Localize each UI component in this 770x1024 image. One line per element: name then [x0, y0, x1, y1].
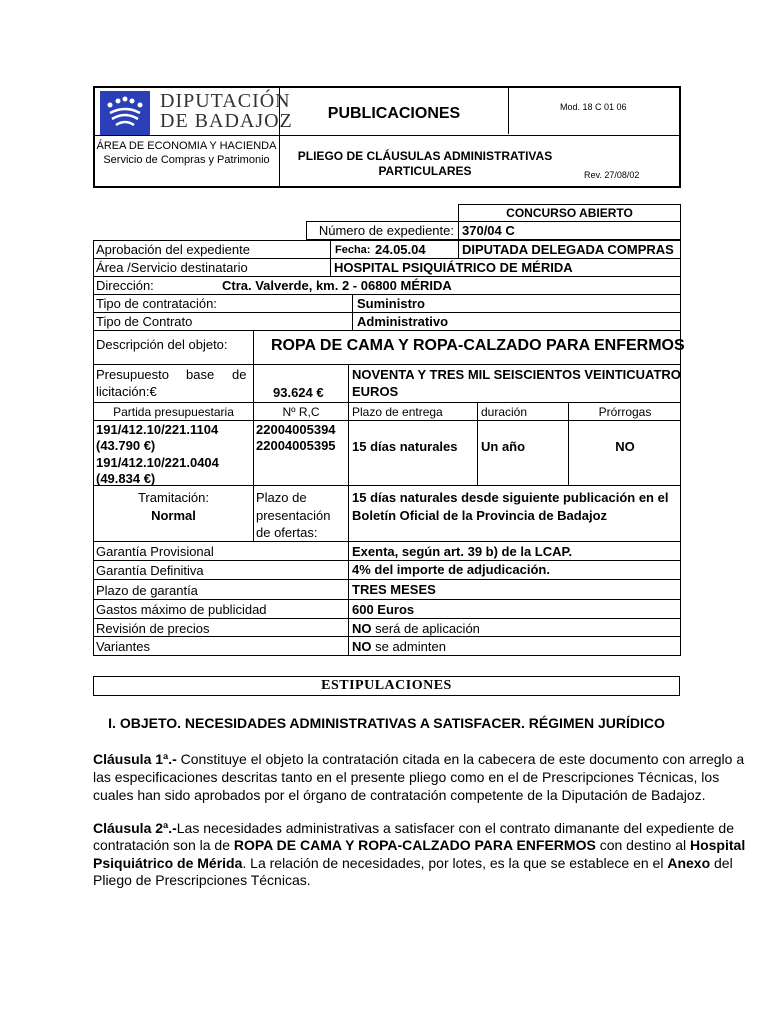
presupuesto-label-1b: base [186, 367, 215, 382]
col-partida: Partida presupuestaria [113, 405, 234, 419]
presupuesto-value: 93.624 € [273, 385, 324, 400]
partida-4: (49.834 €) [96, 471, 156, 486]
clausula-1-text1: Constituye el objeto la contratación citada en la cabecera de este documento con arreglo a [176, 751, 745, 767]
cell-divider [253, 486, 254, 542]
plazo-ofertas-label-1: Plazo de [256, 490, 307, 505]
revision-label: Revisión de precios [96, 621, 210, 636]
section-title: I. OBJETO. NECESIDADES ADMINISTRATIVAS A SATISFACER. RÉGIMEN JURÍDICO [108, 715, 665, 731]
tipo-contrato-value: Administrativo [357, 314, 449, 329]
gastos-label: Gastos máximo de publicidad [96, 602, 267, 617]
area-label: ÁREA DE ECONOMIA Y HACIENDA [96, 140, 277, 152]
tipo-contratacion-label: Tipo de contratación: [96, 296, 217, 311]
garantia-prov-value: Exenta, según art. 39 b) de la LCAP. [352, 544, 573, 559]
org-name-line1: DIPUTACIÓN [160, 90, 291, 112]
plazo-garantia-label: Plazo de garantía [96, 583, 198, 598]
revision-no: NO [352, 621, 372, 636]
fecha-label: Fecha: [335, 244, 371, 256]
plazo-value: 15 días naturales [352, 439, 458, 454]
col-rc: Nº R,C [282, 405, 320, 419]
clausula-2-text1: Las necesidades administrativas a satisfacer con el contrato dimanante del expediente de [176, 820, 734, 836]
garantia-def-value: 4% del importe de adjudicación. [352, 562, 550, 577]
tipo-contrato-label: Tipo de Contrato [96, 314, 193, 329]
mod-code: Mod. 18 C 01 06 [560, 102, 627, 112]
clausula-1-label: Cláusula 1ª.- [93, 751, 177, 767]
plazo-garantia-value: TRES MESES [352, 582, 436, 597]
presupuesto-label-2: licitación:€ [96, 384, 157, 399]
header-divider-h [93, 135, 681, 136]
subtitle-line2: PARTICULARES [378, 164, 472, 178]
clausula-1-line1 [93, 751, 744, 768]
header-divider-v2 [508, 86, 509, 134]
tramitacion-value: Normal [151, 508, 196, 523]
prorrogas-value: NO [615, 439, 635, 454]
col-duracion: duración [481, 405, 528, 419]
clausula-2-line3 [93, 855, 733, 872]
col-plazo: Plazo de entrega [352, 405, 443, 419]
variantes-label: Variantes [96, 639, 150, 654]
expediente-divider [458, 221, 459, 240]
fecha-value: 24.05.04 [375, 242, 426, 257]
rc-1: 22004005394 [256, 422, 336, 437]
presupuesto-label-1c: de [232, 367, 247, 382]
partida-2: (43.790 €) [96, 438, 156, 453]
duracion-value: Un año [481, 439, 526, 454]
partida-1: 191/412.10/221.1104 [96, 422, 219, 437]
descripcion-value: ROPA DE CAMA Y ROPA-CALZADO PARA ENFERMOS [271, 337, 685, 354]
concurso-label: CONCURSO ABIERTO [506, 206, 633, 220]
variantes-text: se adminten [371, 639, 446, 654]
direccion-value: Ctra. Valverde, km. 2 - 06800 MÉRIDA [222, 278, 452, 293]
area-servicio-label: Área /Servicio destinatario [96, 260, 248, 275]
tramitacion-label: Tramitación: [137, 490, 210, 505]
tipo-contratacion-value: Suministro [357, 296, 425, 311]
c2-l3a: Psiquiátrico de Mérida [93, 855, 243, 871]
plazo-ofertas-label-3: de ofertas: [256, 525, 318, 540]
estipulaciones-heading: ESTIPULACIONES [321, 678, 452, 693]
cell-divider [348, 365, 349, 403]
direccion-label: Dirección: [96, 278, 154, 293]
garantia-def-label: Garantía Definitiva [96, 563, 204, 578]
plazo-ofertas-value-1: 15 días naturales desde siguiente publicación en el [352, 490, 669, 505]
plazo-ofertas-value-2: Boletín Oficial de la Provincia de Badajoz [352, 508, 608, 523]
clausula-1-line2: las especificaciones descritas tanto en el presente pliego como en el de Prescripciones Técnicas, los [93, 769, 720, 785]
cell-divider [458, 240, 459, 259]
clausula-1-line3: cuales han sido aprobados por el órgano de contratación competente de la Diputación de Badajoz. [93, 787, 706, 803]
clausula-2-line1 [93, 820, 734, 837]
col-prorrogas: Prórrogas [598, 405, 652, 419]
aprobacion-value: DIPUTADA DELEGADA COMPRAS [462, 242, 674, 257]
c2-l2c: con destino al [595, 837, 690, 853]
variantes-value [352, 639, 446, 655]
subtitle-line1: PLIEGO DE CLÁUSULAS ADMINISTRATIVAS [297, 149, 553, 163]
c2-l3c: Anexo [667, 855, 711, 871]
revision-text: será de aplicación [371, 621, 480, 636]
rc-2: 22004005395 [256, 438, 336, 453]
service-label: Servicio de Compras y Patrimonio [103, 154, 270, 166]
revision-date: Rev. 27/08/02 [584, 170, 640, 180]
clausula-2-line4: Pliego de Prescripciones Técnicas. [93, 872, 311, 888]
garantia-prov-label: Garantía Provisional [96, 544, 214, 559]
c2-l2b: ROPA DE CAMA Y ROPA-CALZADO PARA ENFERMOS [233, 837, 596, 853]
partida-3: 191/412.10/221.0404 [96, 455, 219, 470]
expediente-label: Número de expediente: [318, 223, 454, 238]
gastos-value: 600 Euros [352, 602, 415, 617]
clausula-2-line2 [93, 837, 745, 854]
c2-l2a: contratación son la de [93, 837, 234, 853]
aprobacion-label: Aprobación del expediente [96, 242, 250, 257]
logo [100, 91, 150, 135]
presupuesto-letras-1: NOVENTA Y TRES MIL SEISCIENTOS VEINTICUATRO [352, 367, 681, 382]
expediente-value: 370/04 C [462, 223, 515, 238]
variantes-no: NO [352, 639, 372, 654]
c2-l2d: Hospital [689, 837, 746, 853]
c2-l3b: . La relación de necesidades, por lotes, es la que se establece en el [242, 855, 668, 871]
descripcion-label: Descripción del objeto: [96, 337, 228, 352]
revision-value [352, 621, 480, 637]
presupuesto-label-1: Presupuesto [96, 367, 169, 382]
cell-divider [253, 365, 254, 403]
header-title: PUBLICACIONES [327, 105, 461, 122]
clausula-2-label: Cláusula 2ª.- [93, 820, 177, 836]
org-name-line2: DE BADAJOZ [160, 110, 293, 132]
presupuesto-letras-2: EUROS [352, 384, 399, 399]
area-servicio-value: HOSPITAL PSIQUIÁTRICO DE MÉRIDA [334, 260, 573, 275]
c2-l3d: del [710, 855, 733, 871]
logo-emblem-icon [100, 91, 150, 135]
plazo-ofertas-label-2: presentación [256, 508, 331, 523]
cell-divider [253, 331, 254, 365]
